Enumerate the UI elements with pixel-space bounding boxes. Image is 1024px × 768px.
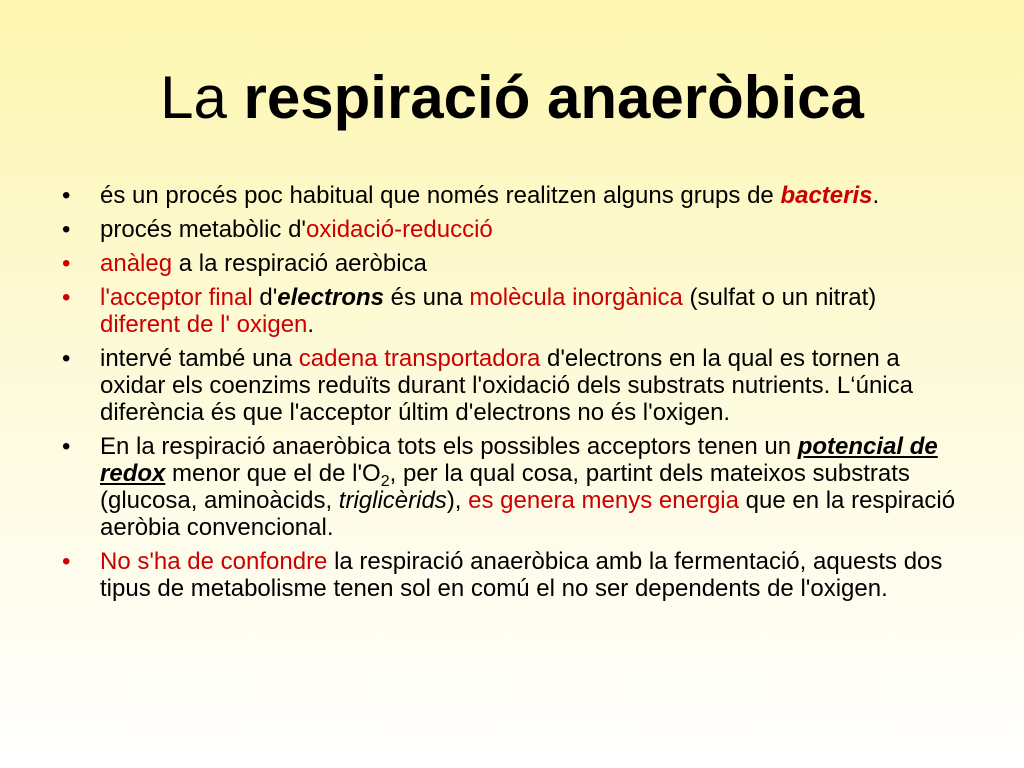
bullet-dot: • — [62, 284, 71, 311]
slide-title — [0, 62, 1024, 134]
bullet-dot: • — [62, 250, 71, 277]
highlight-oxidacio-reduccio: oxidació-reducció — [306, 216, 493, 243]
bullet-item-potencial — [62, 433, 962, 541]
bullet-text: la respiració anaeròbica amb la fermentació, aquests dos tipus de metabolisme tenen sol en comú el no ser dependents de l'oxigen. — [100, 548, 943, 602]
emphasis-triglicerids: triglicèrids — [338, 487, 447, 514]
bullet-dot: • — [62, 182, 71, 209]
bullet-text: és una — [384, 284, 470, 311]
bullet-item-redox — [62, 216, 962, 243]
subscript-2: 2 — [380, 473, 390, 490]
highlight-no-confondre: No s'ha de confondre — [100, 548, 328, 575]
highlight-diferent-oxigen: diferent de l' oxigen — [100, 311, 308, 338]
bullet-text: . — [307, 311, 315, 338]
bullet-dot: • — [62, 433, 71, 460]
bullet-dot: • — [62, 345, 71, 372]
bullet-text: a la respiració aeròbica — [172, 250, 427, 277]
bullet-text: que en la respiració aeròbia convencional. — [100, 487, 956, 541]
bullet-text: menor que el de l'O — [165, 460, 381, 487]
highlight-molecula-inorganica: molècula inorgànica — [469, 284, 683, 311]
title-normal-part: La — [160, 64, 244, 131]
bullet-dot: • — [62, 548, 71, 575]
bullet-dot: • — [62, 216, 71, 243]
bullet-text: d'electrons en la qual es tornen a oxidar els coenzims reduïts durant l'oxidació dels substrats nutrients. L‘única diferència és que l'acceptor últim d'electrons no és l'oxigen. — [100, 345, 913, 426]
bullet-text: d' — [252, 284, 278, 311]
bullet-text: (sulfat o un nitrat) — [682, 284, 877, 311]
bullet-list — [62, 182, 962, 609]
bullet-text: , per la qual cosa, partint dels mateixos substrats (glucosa, aminoàcids, — [100, 460, 910, 514]
highlight-acceptor-final: l'acceptor final — [100, 284, 253, 311]
bullet-item-analeg — [62, 250, 962, 277]
bullet-text: En la respiració anaeròbica tots els possibles acceptors tenen un — [100, 433, 798, 460]
emphasis-electrons: electrons — [277, 284, 384, 311]
bullet-item-fermentacio — [62, 548, 962, 602]
bullet-text: intervé també una — [100, 345, 299, 372]
highlight-cadena-transportadora: cadena transportadora — [298, 345, 541, 372]
emphasis-potencial-redox: potencial de redox — [100, 433, 938, 487]
highlight-bacteris: bacteris — [780, 182, 873, 209]
bullet-item-acceptor — [62, 284, 962, 338]
bullet-text: . — [872, 182, 880, 209]
bullet-item-cadena — [62, 345, 962, 426]
bullet-text: procés metabòlic d' — [100, 216, 307, 243]
highlight-menys-energia: es genera menys energia — [468, 487, 739, 514]
highlight-analeg: anàleg — [100, 250, 173, 277]
title-bold-part: respiració anaeròbica — [243, 64, 864, 131]
bullet-item-bacteria — [62, 182, 962, 209]
bullet-text: és un procés poc habitual que només realitzen alguns grups de — [100, 182, 781, 209]
bullet-text: ), — [446, 487, 469, 514]
